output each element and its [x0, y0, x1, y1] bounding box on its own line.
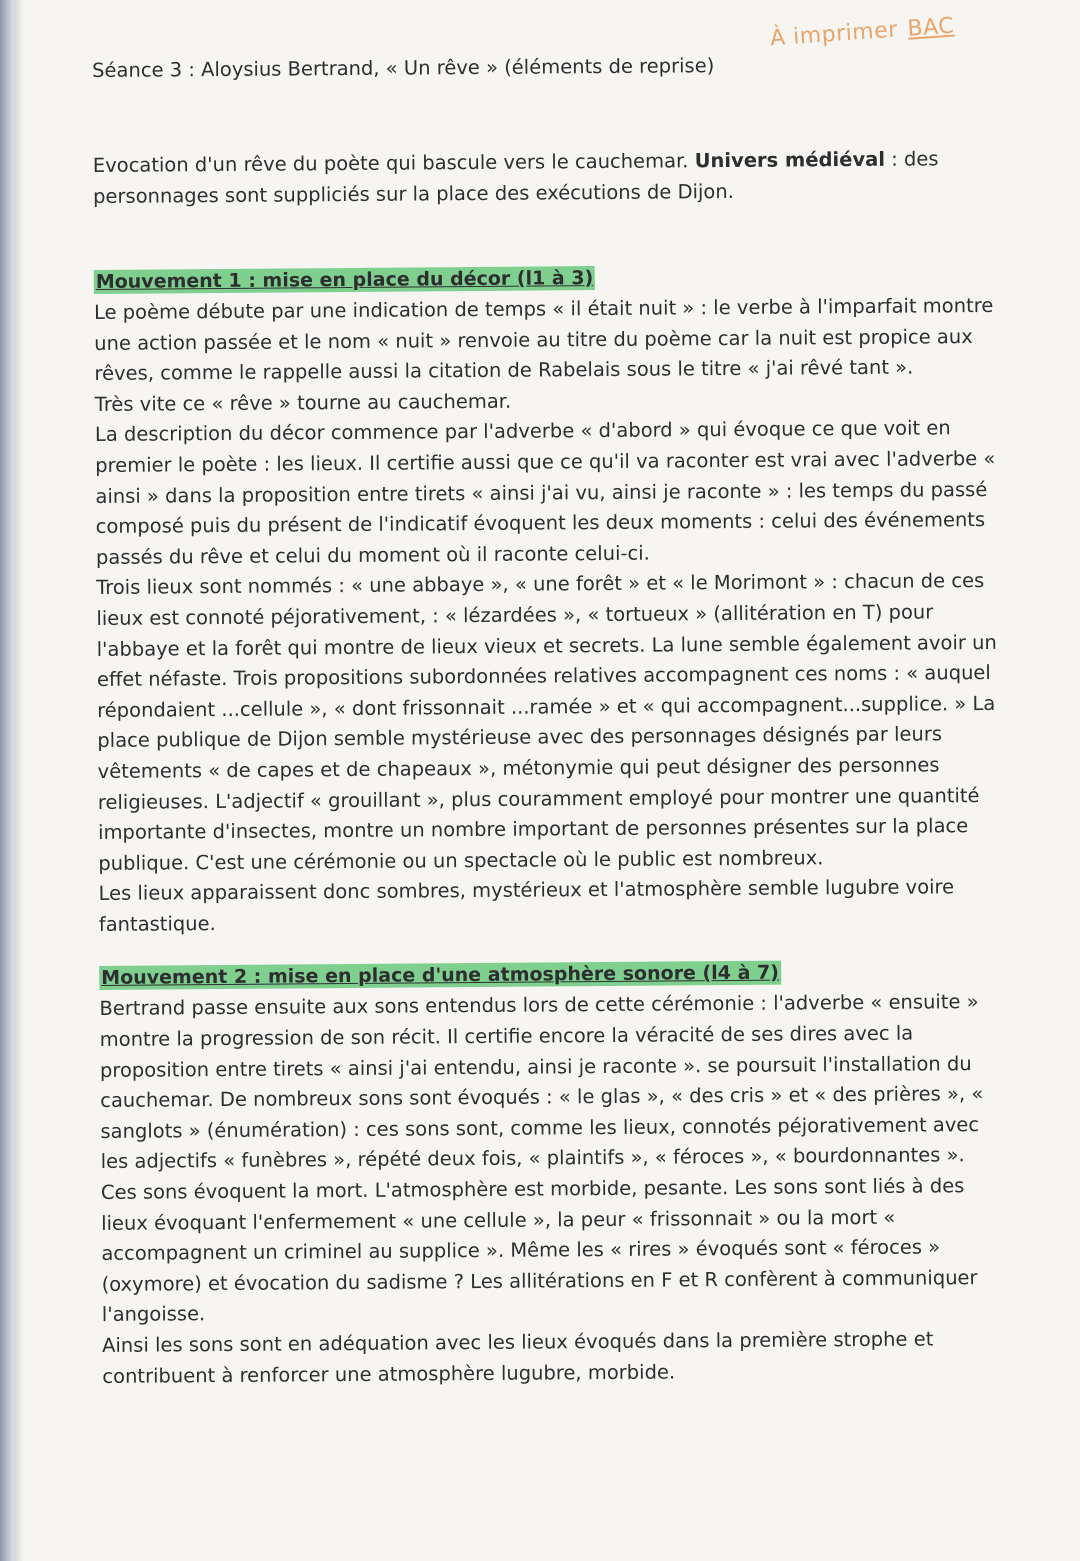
page-title: Séance 3 : Aloysius Bertrand, « Un rêve » (éléments de reprise) — [92, 54, 715, 82]
intro-paragraph — [93, 143, 998, 212]
document-content — [92, 49, 1007, 1392]
movement-2-section — [99, 959, 1007, 1392]
annotation-tag: BAC — [906, 13, 955, 42]
movement-1-section — [94, 263, 1004, 941]
movement-2-paragraph: Bertrand passe ensuite aux sons entendus lors de cette cérémonie : l'adverbe « ensuite » montre la progression de son récit. Il certifie encore la véracité de ses dires avec la proposition entre tirets « ainsi j'ai entendu, ainsi je raconte ». se poursuit l'installation du cauchemar. De nombreux sons sont évoqués : « le glas », « des cris » et « des prières », « sanglots » (énumération) : ces sons sont, comme les lieux, connotés péjorativement avec les adjectifs « funèbres », répété deux fois, « plaintifs », « féroces », « bourdonnantes ». Ces sons évoquent la mort. L'atmosphère est morbide, pesante. Les sons sont liés à des lieux évoquant l'enfermement « une cellule », la peur « frissonnait » ou la mort « accompagnent un criminel au supplice ». Même les « rires » évoqués sont « féroces » (oxymore) et évocation du sadisme ? Les allitérations en F et R confèrent à communiquer l'angoisse. — [99, 990, 984, 1327]
movement-1-paragraph: Très vite ce « rêve » tourne au cauchemar. — [94, 389, 512, 416]
intro-text-start: Evocation d'un rêve du poète qui bascule vers le cauchemar. — [92, 149, 695, 177]
movement-1-paragraph: La description du décor commence par l'adverbe « d'abord » qui évoque ce que voit en premier le poète : les lieux. Il certifie aussi que ce qu'il va raconter est vrai avec l'adverbe « ainsi » dans la proposition entre tirets « ainsi j'ai vu, ainsi je raconte » : les temps du passé composé puis du présent de l'indicatif évoquent les deux moments : celui des événements passés du rêve et celui du moment où il raconte celui-ci. — [94, 416, 996, 569]
intro-bold-text: Univers médiéval — [694, 147, 886, 173]
movement-1-paragraph: Le poème débute par une indication de temps « il était nuit » : le verbe à l'imparfait montre une action passée et le nom « nuit » renvoie au titre du poème car la nuit est propice aux rêves, comme le rappelle aussi la citation de Rabelais sous le titre « j'ai rêvé tant ». — [93, 293, 994, 386]
movement-1-paragraph: Les lieux apparaissent donc sombres, mystérieux et l'atmosphère semble lugubre voire fantastique. — [98, 875, 955, 936]
annotation-text: À imprimer — [769, 17, 899, 52]
binder-edge — [0, 0, 14, 1561]
movement-1-heading: Mouvement 1 : mise en place du décor (l1 à 3) — [94, 266, 596, 294]
intro-text-end: : des personnages sont suppliciés sur la place des exécutions de Dijon. — [93, 147, 939, 208]
movement-1-paragraph: Trois lieux sont nommés : « une abbaye », « une forêt » et « le Morimont » : chacun de ces lieux est connoté péjorativement, : « lézardées », « tortueux » (allitération en T) pour l'abbaye et la forêt qui montre de lieux vieux et secrets. La lune semble également avoir un effet néfaste. Trois propositions subordonnées relatives accompagnent ces noms : « auquel répondaient ...cellule », « dont frissonnait ...ramée » et « qui accompagnent...supplice. » La place publique de Dijon semble mystérieuse avec des personnages désignés par leurs vêtements « de capes et de chapeaux », métonymie qui peut désigner des personnes religieuses. L'adjectif « grouillant », plus couramment employé pour montrer une quantité importante d'insectes, montre un nombre important de personnes présentes sur la place publique. C'est une cérémonie ou un spectacle où le public est nombreux. — [96, 569, 997, 875]
plastic-sleeve-edge — [14, 0, 24, 1561]
movement-2-heading: Mouvement 2 : mise en place d'une atmosphère sonore (l4 à 7) — [99, 961, 781, 990]
handwritten-annotation — [769, 14, 955, 52]
movement-2-paragraph: Ainsi les sons sont en adéquation avec les lieux évoqués dans la première strophe et contribuent à renforcer une atmosphère lugubre, morbide. — [102, 1327, 934, 1388]
